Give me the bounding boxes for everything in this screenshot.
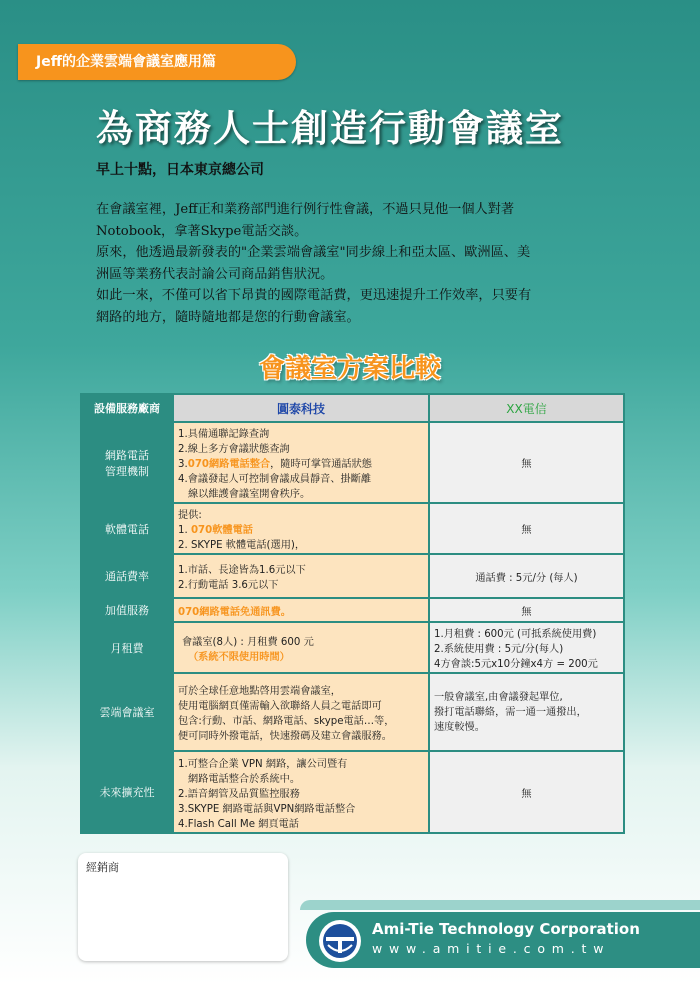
table-header-row <box>81 394 624 422</box>
competitor-cell <box>429 673 624 751</box>
feature-line: 使用電腦網頁僅需輸入欲聯絡人員之電話即可 <box>178 701 382 712</box>
row-label-line: 管理機制 <box>105 464 149 478</box>
article-line: 在會議室裡，Jeff正和業務部門進行例行性會議，不過只見他一個人對著 <box>96 202 515 217</box>
competitor-cell: 通話費 : 5元/分 (每人) <box>429 554 624 598</box>
row-call-rate <box>81 554 624 598</box>
feature-line <box>178 455 424 470</box>
competitor-cell: 無 <box>429 503 624 554</box>
series-tab: Jeff的企業雲端會議室應用篇 <box>18 44 296 80</box>
row-label: 加值服務 <box>81 598 173 622</box>
competitor-cell: 無 <box>429 598 624 622</box>
competitor-line: 4方會談:5元x10分鐘x4方 = 200元 <box>434 659 598 670</box>
article-paragraph-2 <box>96 242 616 285</box>
competitor-cell: 無 <box>429 751 624 833</box>
item-number: 3. <box>178 459 188 470</box>
feature-line: 便可同時外撥電話，快速撥碼及建立會議服務。 <box>178 731 392 742</box>
competitor-line: 1.月租費 : 600元 (可抵系統使用費) <box>434 629 597 640</box>
article-line: 如此一來，不僅可以省下昂貴的國際電話費，更迅速提升工作效率，只要有 <box>96 288 532 303</box>
company-cell <box>173 622 429 673</box>
feature-line: 包含:行動、市話、網路電話、skype電話…等， <box>178 716 395 727</box>
feature-line: 可於全球任意地點啓用雲端會議室， <box>178 686 341 697</box>
competitor-line: 2.系統使用費 : 5元/分(每人) <box>434 644 564 655</box>
feature-line <box>178 521 424 536</box>
feature-line: 會議室(8人) : 月租費 600 元 <box>182 636 314 648</box>
row-value-added <box>81 598 624 622</box>
dealer-box <box>78 853 288 961</box>
feature-line: 線以維護會議室開會秩序。 <box>188 489 311 500</box>
highlight-text: （系統不限使用時間） <box>188 651 290 663</box>
row-softphone <box>81 503 624 554</box>
article-paragraph-3 <box>96 285 616 328</box>
feature-line: 1.市話、長途皆為1.6元以下 <box>178 565 306 576</box>
header-service-provider: 設備服務廠商 <box>81 394 173 422</box>
company-cell <box>173 554 429 598</box>
row-label: 雲端會議室 <box>81 673 173 751</box>
highlight-suffix: 。 <box>280 606 291 618</box>
article-line: 網路的地方，隨時隨地都是您的行動會議室。 <box>96 309 360 325</box>
header-competitor: XX電信 <box>429 394 624 422</box>
row-label: 未來擴充性 <box>81 751 173 833</box>
feature-line: 2.行動電話 3.6元以下 <box>178 580 279 591</box>
competitor-cell: 無 <box>429 422 624 503</box>
row-cloud-room <box>81 673 624 751</box>
article-line: 洲區等業務代表討論公司商品銷售狀況。 <box>96 266 334 282</box>
article-line: 原來，他透過最新發表的"企業雲端會議室"同步線上和亞太區、歐洲區、美 <box>96 245 531 260</box>
article-line: Notobook，拿著Skype電話交談。 <box>96 223 308 239</box>
corp-band-accent <box>300 900 700 910</box>
feature-line: 1.可整合企業 VPN 網路，讓公司暨有 <box>178 758 348 770</box>
feature-line: 2. SKYPE 軟體電話(選用)， <box>178 540 306 551</box>
competitor-line: 一般會議室,由會議發起單位, <box>434 692 563 703</box>
row-monthly-fee <box>81 622 624 673</box>
row-label: 軟體電話 <box>81 503 173 554</box>
competitor-line: 速度較慢。 <box>434 722 485 733</box>
highlight-text: 070網路電話整合 <box>187 459 271 470</box>
row-label-line: 網路電話 <box>105 448 149 462</box>
headline: 為商務人士創造行動會議室 <box>96 107 564 150</box>
feature-line: 網路電話整合於系統中。 <box>188 773 301 785</box>
company-logo-icon <box>318 919 362 963</box>
feature-line: 2.語音網管及品質監控服務 <box>178 788 300 800</box>
row-network-phone <box>81 422 624 503</box>
competitor-line: 撥打電話聯絡，需一通一通撥出， <box>434 707 587 718</box>
feature-line: 1.具備通聯記錄查詢 <box>178 429 270 440</box>
feature-line: 4.Flash Call Me 網頁電話 <box>178 818 299 830</box>
dateline: 早上十點，日本東京總公司 <box>96 162 264 178</box>
header-company: 圓泰科技 <box>173 394 429 422</box>
feature-line: 4.會議發起人可控制會議成員靜音、掛斷離 <box>178 474 372 485</box>
company-name: Ami-Tie Technology Corporation <box>372 920 640 938</box>
dealer-label: 經銷商 <box>86 861 119 874</box>
row-label: 月租費 <box>81 622 173 673</box>
feature-line: 提供: <box>178 510 202 521</box>
company-cell <box>173 422 429 503</box>
article-paragraph-1 <box>96 199 616 242</box>
competitor-cell <box>429 622 624 673</box>
company-cell <box>173 598 429 622</box>
item-number: 1. <box>178 525 191 536</box>
comparison-title: 會議室方案比較 <box>258 354 441 384</box>
feature-line: 2.線上多方會議狀態查詢 <box>178 444 290 455</box>
highlight-text: 070網路電話免通訊費 <box>178 606 281 618</box>
comparison-table <box>80 393 625 834</box>
company-cell <box>173 673 429 751</box>
company-cell <box>173 503 429 554</box>
article-body <box>96 199 616 328</box>
company-website[interactable]: www.amitie.com.tw <box>372 941 611 956</box>
row-future <box>81 751 624 833</box>
row-label <box>81 422 173 503</box>
feature-line: 3.SKYPE 網路電話與VPN網路電話整合 <box>178 803 356 815</box>
row-label: 通話費率 <box>81 554 173 598</box>
company-cell <box>173 751 429 833</box>
feature-text: ，隨時可掌管通話狀態 <box>270 459 372 470</box>
highlight-text: 070軟體電話 <box>190 525 253 536</box>
